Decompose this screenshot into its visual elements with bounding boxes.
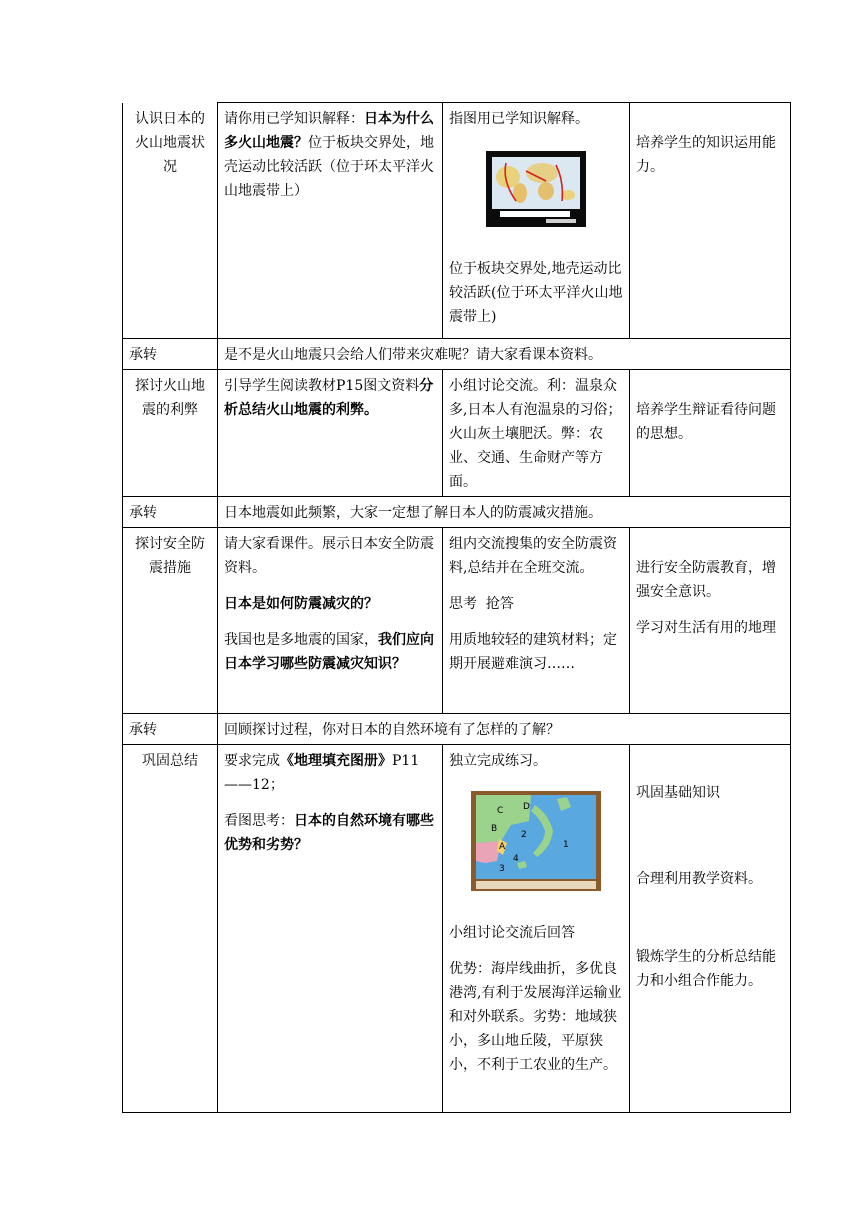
text: 看图思考：: [224, 813, 294, 829]
bold-book-title: 《地理填充图册》: [280, 753, 392, 769]
text: 小组讨论交流。利：温泉众多,日本人有泡温泉的习俗；火山灰土壤肥沃。弊：农业、交通、生命财产等方面。: [449, 378, 622, 490]
table-row: [123, 103, 791, 339]
text: 位于板块交界处,地壳运动比较活跃(位于环太平洋火山地震带上): [449, 261, 623, 325]
text: 小组讨论交流后回答: [449, 925, 575, 941]
stage-label: 探讨火山地震的利弊: [135, 378, 205, 418]
stage-label: 认识日本的火山地震状况: [135, 110, 205, 175]
world-volcano-map-image: [486, 151, 586, 227]
stage-cell: [123, 370, 218, 497]
text: 思考 抢答: [449, 596, 514, 612]
text: 进行安全防震教育，增强安全意识。: [636, 560, 776, 600]
stage-cell: [123, 528, 218, 714]
transition-text: 回顾探讨过程，你对日本的自然环境有了怎样的了解？: [224, 722, 560, 738]
teacher-cell: [218, 103, 443, 339]
table-row: [123, 497, 791, 528]
text: 指图用已学知识解释。: [449, 111, 589, 127]
text: 要求完成: [224, 753, 280, 769]
text: 巩固基础知识: [636, 785, 720, 801]
stage-label: 探讨安全防震措施: [135, 536, 205, 576]
stage-label: 巩固总结: [142, 753, 198, 769]
text: 请你用已学知识解释：: [224, 111, 364, 127]
student-cell: [443, 370, 630, 497]
text: 独立完成练习。: [449, 753, 547, 769]
map-label: 4: [513, 854, 519, 864]
purpose-cell: [630, 745, 791, 1113]
stage-label: 承转: [129, 722, 157, 738]
text: P11——12；: [224, 753, 420, 793]
map-label: A: [499, 842, 506, 852]
transition-text: 是不是火山地震只会给人们带来灾难呢？请大家看课本资料。: [224, 347, 602, 363]
stage-cell: [123, 714, 218, 745]
bold-question: 日本是如何防震减灾的？: [224, 596, 378, 612]
teacher-cell: [218, 370, 443, 497]
text: 合理利用教学资料。: [636, 871, 762, 887]
purpose-cell: [630, 528, 791, 714]
student-cell: [443, 103, 630, 339]
map-label: 3: [499, 864, 505, 874]
transition-text: 日本地震如此频繁，大家一定想了解日本人的防震减灾措施。: [224, 505, 602, 521]
student-cell: [443, 528, 630, 714]
text: 学习对生活有用的地理: [636, 620, 776, 636]
transition-cell: [218, 339, 791, 370]
transition-cell: [218, 714, 791, 745]
japan-map-image: [471, 791, 601, 891]
table-row: [123, 339, 791, 370]
stage-label: 承转: [129, 347, 157, 363]
bold-question: 日本的自然环境有哪些优势和劣势？: [224, 813, 434, 853]
text: 优势：海岸线曲折，多优良港湾,有利于发展海洋运输业和对外联系。劣势：地域狭小，多山地丘陵，平原狭小，不利于工农业的生产。: [449, 961, 622, 1073]
table-row: [123, 714, 791, 745]
teacher-cell: [218, 528, 443, 714]
text: 请大家看课件。展示日本安全防震资料。: [224, 536, 434, 576]
transition-cell: [218, 497, 791, 528]
stage-cell: [123, 497, 218, 528]
stage-cell: [123, 339, 218, 370]
bold-task: 分析总结火山地震的利弊。: [224, 378, 434, 418]
student-cell: [443, 745, 630, 1113]
text: 引导学生阅读教材P15图文资料: [224, 378, 420, 394]
teacher-cell: [218, 745, 443, 1113]
text: 培养学生辩证看待问题的思想。: [636, 402, 776, 442]
stage-cell: [123, 745, 218, 1113]
map-label: D: [523, 802, 530, 812]
table-row: [123, 528, 791, 714]
purpose-cell: [630, 370, 791, 497]
table-row: [123, 745, 791, 1113]
table-row: [123, 370, 791, 497]
lesson-plan-table: [122, 102, 791, 1113]
stage-label: 承转: [129, 505, 157, 521]
bold-question: 日本为什么多火山地震？: [224, 111, 434, 151]
map-label: 2: [521, 830, 527, 840]
map-label: 1: [563, 840, 569, 850]
text: 锻炼学生的分析总结能力和小组合作能力。: [636, 949, 776, 989]
text: 位于板块交界处，地壳运动比较活跃（位于环太平洋火山地震带上）: [224, 135, 434, 199]
map-label: B: [491, 824, 498, 834]
text: 我国也是多地震的国家，: [224, 632, 378, 648]
purpose-cell: [630, 103, 791, 339]
stage-cell: [123, 103, 218, 339]
map-label: C: [497, 806, 504, 816]
text: 用质地较轻的建筑材料；定期开展避难演习……: [449, 632, 617, 672]
text: 组内交流搜集的安全防震资料,总结并在全班交流。: [449, 536, 617, 576]
text: 培养学生的知识运用能力。: [636, 135, 776, 175]
bold-question: 我们应向日本学习哪些防震减灾知识？: [224, 632, 434, 672]
